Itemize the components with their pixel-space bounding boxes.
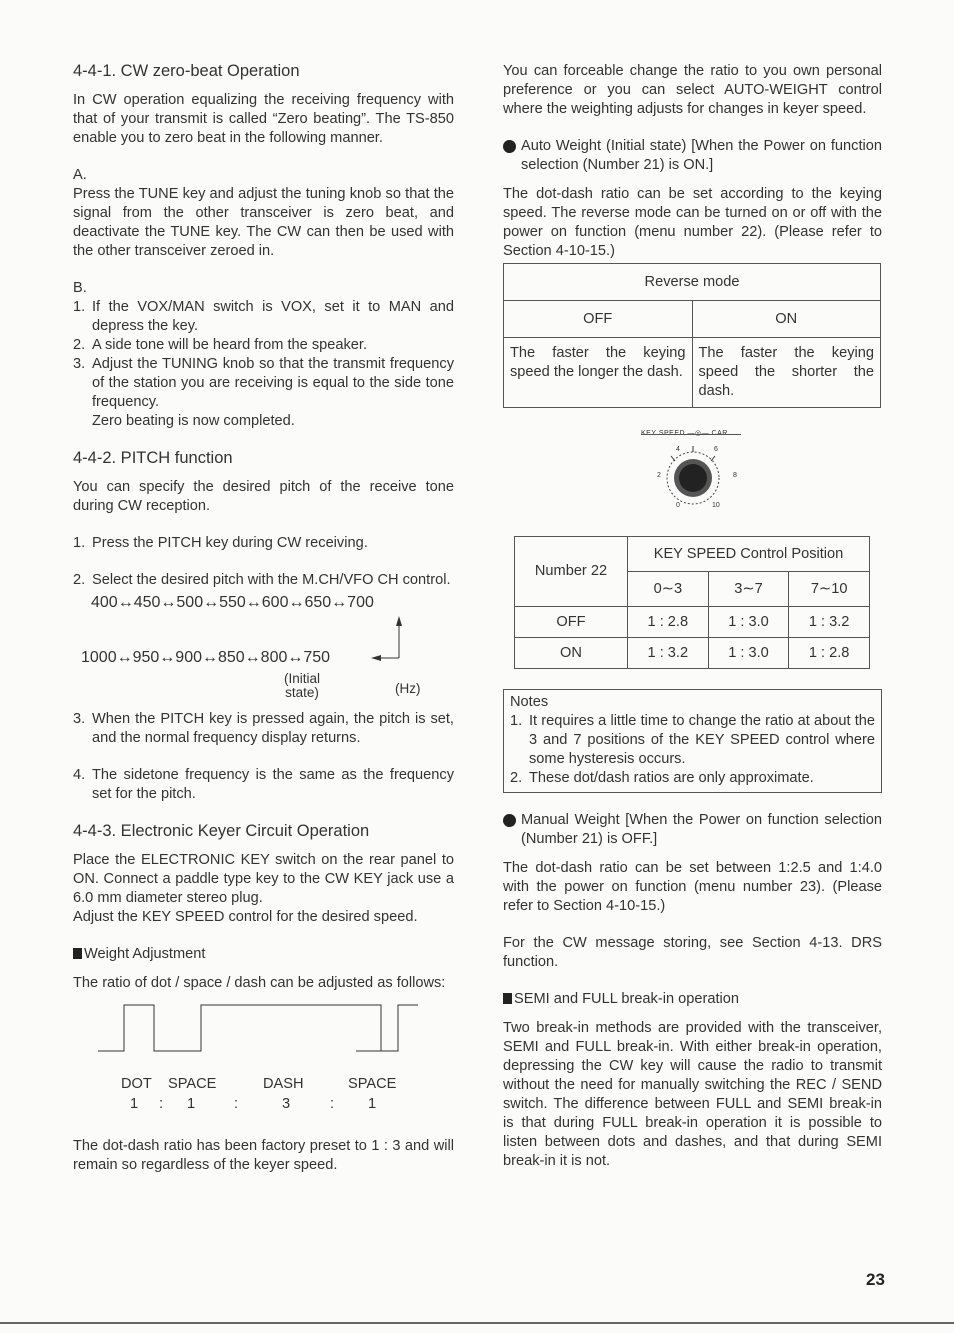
ratio-sep: :: [330, 1096, 335, 1112]
weight-heading: Weight Adjustment: [73, 945, 454, 964]
hz-label: (Hz): [395, 681, 421, 696]
ratio-col-0-3: 0∼3: [628, 572, 709, 607]
wave-label-space: SPACE: [168, 1076, 217, 1092]
procedure-a-text: Press the TUNE key and adjust the tuning knob so that the signal from the other transceiver is zero beat, and deactivate the TUNE key. The CW can then be used with the other transceiver zeroed in.: [73, 186, 454, 259]
auto-weight-heading: Auto Weight (Initial state) [When the Power on function selection (Number 21) is ON.]: [503, 137, 882, 175]
reverse-off-header: OFF: [504, 301, 693, 338]
list-item: 2. Select the desired pitch with the M.CH/VFO CH control.: [73, 572, 451, 588]
wave-label-dash: DASH: [263, 1076, 304, 1092]
knob-mark-8: 8: [733, 472, 737, 479]
list-item: 1. If the VOX/MAN switch is VOX, set it to MAN and depress the key.: [73, 299, 454, 334]
ratio-col-7-10: 7∼10: [789, 572, 870, 607]
ratio-dash: 3: [282, 1096, 291, 1112]
ratio-col-3-7: 3∼7: [708, 572, 789, 607]
reverse-on-desc: The faster the keying speed the shorter the dash.: [692, 338, 881, 408]
ratio-row-header: Number 22: [515, 537, 628, 607]
right-column: [503, 62, 882, 1171]
weight-text: The ratio of dot / space / dash can be adjusted as follows:: [73, 975, 446, 991]
waveform-graphic: [98, 1001, 428, 1061]
key-speed-knob-diagram: [503, 408, 882, 536]
knob-divider: [641, 434, 741, 435]
list-item: [73, 412, 454, 431]
knob-icon: [653, 436, 733, 516]
semi-full-text: Two break-in methods are provided with the transceiver, SEMI and FULL break-in. With either break-in operation, depressing the CW key will cause the radio to transmit without the need for manually switching the REC / SEND switch. The difference between FULL and SEMI break-in is that during FULL break-in operation it is possible to listen between dots and dashes, and that during SEMI break-in it is not.: [503, 1020, 882, 1169]
footer-rule: [0, 1322, 954, 1324]
wave-label-dot: DOT: [121, 1076, 152, 1092]
ratio-space-2: 1: [368, 1096, 377, 1112]
reverse-on-header: ON: [692, 301, 881, 338]
list-item: 1. It requires a little time to change the ratio at about the 3 and 7 positions of the KEY SPEED control where some hysteresis occurs.: [510, 713, 875, 767]
ratio-sep: :: [159, 1096, 164, 1112]
pitch-return-arrow: [363, 610, 413, 670]
square-bullet-icon: [73, 948, 82, 959]
pitch-sequence-diagram: [73, 590, 454, 700]
forceable-text: You can forceable change the ratio to you own personal preference or you can select AUTO-WEIGHT control where the weighting adjusts for changes in keyer speed.: [503, 63, 882, 117]
notes-box: [503, 689, 882, 793]
table-row: OFF 1 : 2.8 1 : 3.0 1 : 3.2: [515, 607, 870, 638]
list-item: 2. These dot/dash ratios are only approximate.: [510, 770, 814, 786]
pitch-row-1: 400↔450↔500↔550↔600↔650↔700: [91, 594, 374, 611]
list-item: 2. A side tone will be heard from the speaker.: [73, 337, 368, 353]
initial-state-label: (Initial state): [283, 671, 320, 700]
bullet-icon: [503, 140, 516, 153]
zero-beat-complete: Zero beating is now completed.: [92, 413, 295, 429]
factory-preset-text: The dot-dash ratio has been factory preset to 1 : 3 and will remain so regardless of the keyer speed.: [73, 1138, 454, 1173]
knob-mark-6: 6: [714, 446, 718, 453]
knob-mark-10: 10: [712, 502, 720, 509]
list-item: 3. Adjust the TUNING knob so that the transmit frequency of the station you are receiving is equal to the side tone frequency.: [73, 356, 454, 410]
reverse-off-desc: The faster the keying speed the longer the dash.: [504, 338, 693, 408]
knob-mark-2: 2: [657, 472, 661, 479]
procedure-b-label: B.: [73, 280, 87, 296]
notes-title: Notes: [510, 694, 549, 710]
knob-mark-0: 0: [676, 502, 680, 509]
pitch-row-2: 1000↔950↔900↔850↔800↔750: [81, 649, 331, 666]
manual-weight-text: The dot-dash ratio can be set between 1:2.5 and 1:4.0 with the power on function (menu number 23). (Please refer to Section 4-10-15.): [503, 860, 882, 914]
wave-label-space-2: SPACE: [348, 1076, 397, 1092]
ratio-col-header: KEY SPEED Control Position: [628, 537, 870, 572]
keyer-text-2: Adjust the KEY SPEED control for the desired speed.: [73, 909, 418, 925]
keyer-text-1: Place the ELECTRONIC KEY switch on the rear panel to ON. Connect a paddle type key to the CW KEY jack use a 6.0 mm diameter stereo plug.: [73, 852, 454, 906]
section-title-cw-zero-beat: 4-4-1. CW zero-beat Operation: [73, 62, 300, 80]
ratio-sep: :: [234, 1096, 239, 1112]
reverse-mode-table: [503, 263, 881, 408]
weight-ratio-table: [514, 536, 870, 669]
pitch-steps-cont: [73, 710, 454, 804]
square-bullet-icon: [503, 993, 512, 1004]
bullet-icon: [503, 814, 516, 827]
list-item: 3. When the PITCH key is pressed again, the pitch is set, and the normal frequency display returns.: [73, 711, 454, 746]
pitch-steps: [73, 534, 454, 590]
ratio-dot: 1: [130, 1096, 139, 1112]
section-title-pitch: 4-4-2. PITCH function: [73, 449, 233, 467]
zero-beat-intro: In CW operation equalizing the receiving frequency with that of your transmit is called “Zero beating”. The TS-850 enable you to zero beat in the following manner.: [73, 92, 454, 146]
procedure-a-label: A.: [73, 167, 87, 183]
manual-weight-heading: Manual Weight [When the Power on function selection (Number 21) is OFF.]: [503, 811, 882, 849]
table-row: ON 1 : 3.2 1 : 3.0 1 : 2.8: [515, 638, 870, 669]
semi-full-heading: SEMI and FULL break-in operation: [503, 990, 882, 1009]
page-number: 23: [866, 1270, 885, 1289]
list-item: 1. Press the PITCH key during CW receiving.: [73, 535, 368, 551]
knob-mark-4: 4: [676, 446, 680, 453]
reverse-mode-header: Reverse mode: [504, 264, 881, 301]
left-column: [73, 62, 454, 1175]
section-title-keyer: 4-4-3. Electronic Keyer Circuit Operation: [73, 822, 370, 840]
list-item: 4. The sidetone frequency is the same as the frequency set for the pitch.: [73, 767, 454, 802]
ratio-space: 1: [187, 1096, 196, 1112]
auto-weight-text: The dot-dash ratio can be set according to the keying speed. The reverse mode can be turned on or off with the power on function (menu number 22). (Please refer to Section 4-10-15.): [503, 186, 882, 259]
keying-waveform: [73, 993, 454, 1121]
procedure-b-steps: [73, 298, 454, 431]
cw-message-text: For the CW message storing, see Section 4-13. DRS function.: [503, 935, 882, 970]
pitch-intro: You can specify the desired pitch of the receive tone during CW reception.: [73, 479, 454, 514]
